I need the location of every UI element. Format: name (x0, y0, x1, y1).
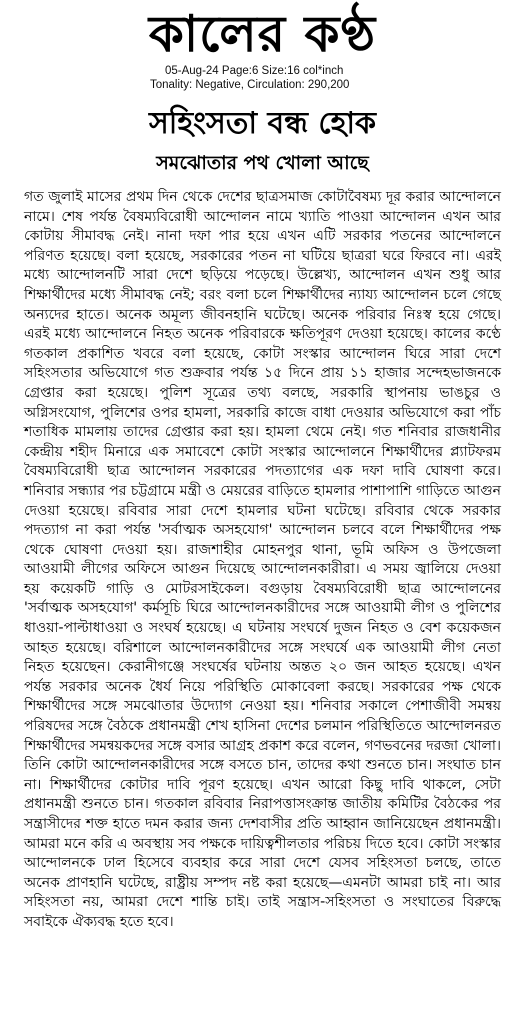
article-subheadline: সমঝোতার পথ খোলা আছে (156, 152, 369, 174)
article-body-text: গত জুলাই মাসের প্রথম দিন থেকে দেশের ছাত্রসমাজ কোটাবৈষম্য দূর করার আন্দোলনে নামে। শেষ পর্যন্ত বৈষম্যবিরোধী আন্দোলন নামে খ্যাতি পাওয়া আন্দোলন এখন আর কোটায় সীমাবদ্ধ নেই। নানা দফা পার হয়ে এখন এটি সরকার পতনের আন্দোলনে পরিণত হয়েছে। বলা হয়েছে, সরকারের পতন না ঘটিয়ে ছাত্ররা ঘরে ফিরবে না। এরই মধ্যে আন্দোলনটি সারা দেশে ছড়িয়ে পড়েছে। উল্লেখ্য, আন্দোলন এখন শুধু আর শিক্ষার্থীদের মধ্যে সীমাবদ্ধ নেই; বরং বলা চলে শিক্ষার্থীদের ন্যায্য আন্দোলন চলে গেছে অন্যদের হাতে। অনেক অমূল্য জীবনহানি ঘটেছে। অনেক পরিবার নিঃস্ব হয়ে গেছে। এরই মধ্যে আন্দোলনে নিহত অনেক পরিবারকে ক্ষতিপূরণ দেওয়া হয়েছে। কালের কণ্ঠে গতকাল প্রকাশিত খবরে বলা হয়েছে, কোটা সংস্কার আন্দোলন ঘিরে সারা দেশে সহিংসতার অভিযোগে গত শুক্রবার পর্যন্ত ১৫ দিনে প্রায় ১১ হাজার সন্দেহভাজনকে গ্রেপ্তার করা হয়েছে। পুলিশ সূত্রের তথ্য বলছে, সরকারি স্থাপনায় ভাঙচুর ও অগ্নিসংযোগ, পুলিশের ওপর হামলা, সরকারি কাজে বাধা দেওয়ার অভিযোগে করা পাঁচ শতাধিক মামলায় তাদের গ্রেপ্তার করা হয়। হামলা থেমে নেই। গত শনিবার রাজধানীর কেন্দ্রীয় শহীদ মিনারে এক সমাবেশে কোটা সংস্কার আন্দোলনে শিক্ষার্থীদের প্ল্যাটফরম বৈষম্যবিরোধী ছাত্র আন্দোলন সরকারের পদত্যাগের এক দফা দাবি ঘোষণা করে। শনিবার সন্ধ্যার পর চট্টগ্রামে মন্ত্রী ও মেয়রের বাড়িতে হামলার পাশাপাশি গাড়িতে আগুন দেওয়া হয়েছে। রবিবার সারা দেশে হামলার ঘটনা ঘটেছে। রবিবার থেকে সরকার পদত্যাগ না করা পর্যন্ত 'সর্বাত্মক অসহযোগ' আন্দোলন চলবে বলে শিক্ষার্থীদের পক্ষ থেকে ঘোষণা দেওয়া হয়। রাজশাহীর মোহনপুর থানা, ভূমি অফিস ও উপজেলা আওয়ামী লীগের অফিসে আগুন দিয়েছে আন্দোলনকারীরা। এ সময় জ্বালিয়ে দেওয়া হয় কয়েকটি গাড়ি ও মোটরসাইকেল। বগুড়ায় বৈষম্যবিরোধী ছাত্র আন্দোলনের 'সর্বাত্মক অসহযোগ' কর্মসূচি ঘিরে আন্দোলনকারীদের সঙ্গে আওয়ামী লীগ ও পুলিশের ধাওয়া-পাল্টাধাওয়া ও সংঘর্ষ হয়েছে। এ ঘটনায় সংঘর্ষে দুজন নিহত ও বেশ কয়েকজন আহত হয়েছে। বরিশালে আন্দোলনকারীদের সঙ্গে সংঘর্ষে এক আওয়ামী লীগ নেতা নিহত হয়েছেন। কেরানীগঞ্জে সংঘর্ষের ঘটনায় অন্তত ২০ জন আহত হয়েছে। এখন পর্যন্ত সরকার অনেক ধৈর্য নিয়ে পরিস্থিতি মোকাবেলা করছে। সরকারের পক্ষ থেকে শিক্ষার্থীদের সঙ্গে সমঝোতার উদ্যোগ নেওয়া হয়। শনিবার সকালে পেশাজীবী সমন্বয় পরিষদের সঙ্গে বৈঠকে প্রধানমন্ত্রী শেখ হাসিনা দেশের চলমান পরিস্থিতিতে আন্দোলনরত শিক্ষার্থীদের সমন্বয়কদের সঙ্গে বসার আগ্রহ প্রকাশ করে বলেন, গণভবনের দরজা খোলা। তিনি কোটা আন্দোলনকারীদের সঙ্গে বসতে চান, তাদের কথা শুনতে চান। সংঘাত চান না। শিক্ষার্থীদের কোটার দাবি পূরণ হয়েছে। এখন আরো কিছু দাবি থাকলে, সেটা প্রধানমন্ত্রী শুনতে চান। গতকাল রবিবার নিরাপত্তাসংক্রান্ত জাতীয় কমিটির বৈঠকের পর সন্ত্রাসীদের শক্ত হাতে দমন করার জন্য দেশবাসীর প্রতি আহ্বান জানিয়েছেন প্রধানমন্ত্রী। আমরা মনে করি এ অবস্থায় সব পক্ষকে দায়িত্বশীলতার পরিচয় দিতে হবে। কোটা সংস্কার আন্দোলনকে ঢাল হিসেবে ব্যবহার করে সারা দেশে যেসব সহিংসতা চলছে, তাতে অনেক প্রাণহানি ঘটেছে, রাষ্ট্রীয় সম্পদ নষ্ট করা হয়েছে—এমনটা আমরা চাই না। আর সহিংসতা নয়, আমরা দেশে শান্তি চাই। তাই সন্ত্রাস-সহিংসতা ও সংঘাতের বিরুদ্ধে সবাইকে ঐক্যবদ্ধ হতে হবে। (24, 189, 501, 930)
clipping-metadata (150, 64, 349, 92)
article-headline: সহিংসতা বন্ধ হোক (148, 106, 377, 141)
newspaper-masthead: কালের কণ্ঠ (148, 5, 377, 63)
clipping-tonality-circulation: Tonality: Negative, Circulation: 290,200 (150, 79, 350, 91)
clipping-date-page-size: 05-Aug-24 Page:6 Size:16 col*inch (165, 65, 344, 77)
article-body (24, 188, 501, 933)
